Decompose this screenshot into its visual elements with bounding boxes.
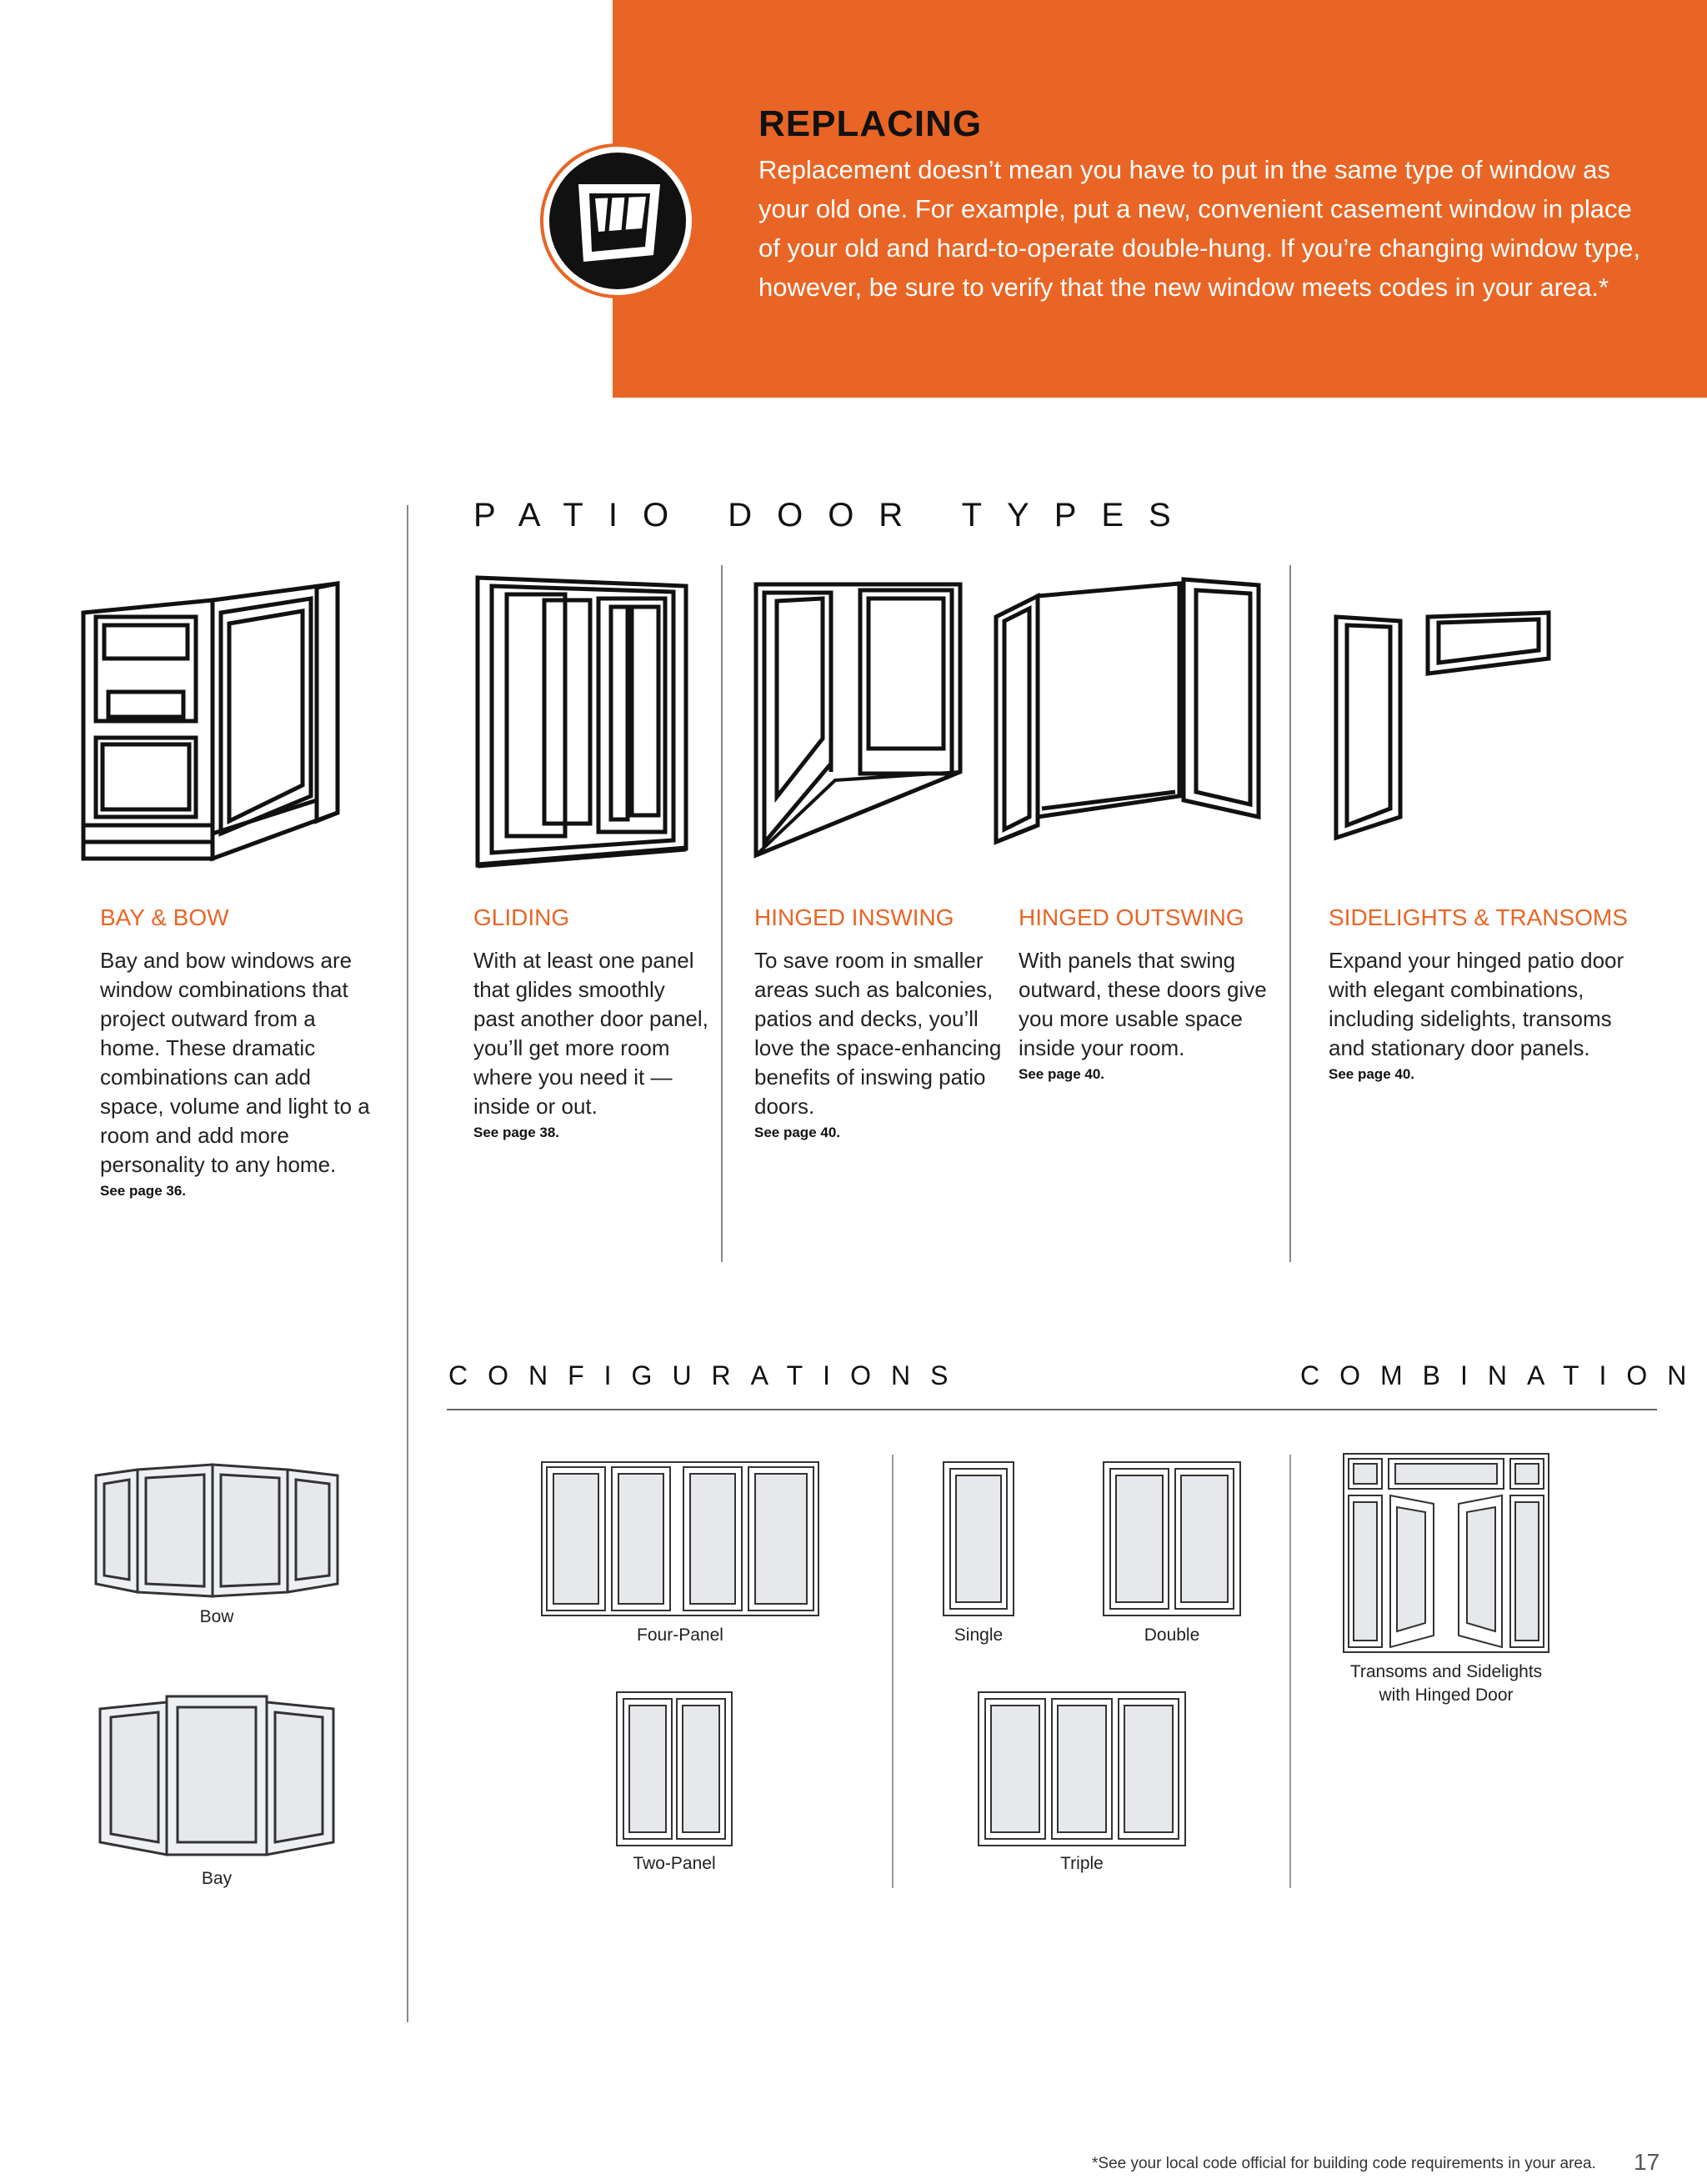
bay-diagram [96,1692,338,1859]
see-page-link[interactable]: See page 40. [754,1125,841,1140]
gliding-illustration [473,574,690,874]
type-body: Bay and bow windows are window combinations that project outward from a home. These dramatic combinations can add space, volume and light to a room and add more personality to any home. [100,948,370,1177]
hinged-inswing-illustration [752,580,969,864]
combination-heading: COMBINATION [1300,1360,1707,1390]
triple-diagram [977,1691,1187,1847]
hinged-outswing-illustration [992,575,1267,875]
caption-bay: Bay [201,1869,233,1888]
two-panel-diagram [615,1691,733,1847]
caption-bow: Bow [199,1607,234,1626]
type-title: HINGED INSWING [754,904,954,930]
caption-four-panel: Four-Panel [637,1625,723,1645]
type-hinged-outswing [1019,904,1277,1083]
type-bay-bow [100,904,375,1200]
type-body: To save room in smaller areas such as balconies, patios and decks, you’ll love the space-enhancing benefits of inswing patio doors. [754,948,1002,1119]
replacing-title: REPLACING [758,103,983,144]
caption-triple: Triple [1060,1854,1104,1873]
bow-diagram [92,1463,342,1596]
type-body: With panels that swing outward, these doors give you more usable space inside your room. [1019,948,1267,1060]
type-title: BAY & BOW [100,904,229,930]
see-page-link[interactable]: See page 38. [473,1125,560,1140]
type-body: With at least one panel that glides smoothly past another door panel, you’ll get more room where you need it — inside or out. [473,948,708,1119]
double-diagram [1102,1460,1242,1617]
window-icon [543,147,692,295]
sidelights-transoms-illustration [1332,609,1557,842]
see-page-link[interactable]: See page 40. [1019,1066,1105,1082]
window-badge [543,147,692,295]
divider-outswing [1289,565,1291,1262]
page-number: 17 [1634,2149,1660,2175]
bay-bow-illustration [79,575,346,867]
type-title: GLIDING [473,904,570,930]
see-page-link[interactable]: See page 40. [1329,1066,1415,1082]
config-divider-1 [892,1455,894,1888]
type-sidelights-transoms [1329,904,1637,1083]
single-diagram [942,1460,1015,1617]
type-body: Expand your hinged patio door with elegant combinations, including sidelights, transoms and stationary door panels. [1329,948,1624,1060]
caption-double: Double [1144,1625,1200,1645]
type-title: HINGED OUTSWING [1019,904,1244,930]
replacing-body: Replacement doesn’t mean you have to put in the same type of window as your old one. For example, put a new, convenient casement window in place of your old and hard-to-operate double-hung. If you’re changing window type, however, be sure to verify that the new window meets codes in your area.* [758,155,1641,302]
caption-single: Single [954,1625,1004,1645]
caption-combination-line1: Transoms and Sidelights [1349,1662,1543,1681]
divider-gliding [721,565,723,1262]
patio-door-types-heading: PATIO DOOR TYPES [473,497,1196,533]
see-page-link[interactable]: See page 36. [100,1183,187,1199]
configurations-heading: CONFIGURATIONS [448,1360,969,1390]
four-panel-diagram [540,1460,820,1617]
type-gliding [473,904,711,1141]
type-hinged-inswing [754,904,1004,1141]
caption-combination-line2: with Hinged Door [1379,1686,1514,1705]
type-title: SIDELIGHTS & TRANSOMS [1329,904,1628,930]
configurations-rule [447,1409,1657,1410]
caption-combination [1317,1661,1575,1707]
footnote: *See your local code official for building code requirements in your area. [1092,2155,1596,2172]
left-divider [407,505,408,2022]
caption-two-panel: Two-Panel [633,1854,716,1873]
config-divider-2 [1289,1455,1291,1888]
combination-diagram [1342,1452,1550,1654]
